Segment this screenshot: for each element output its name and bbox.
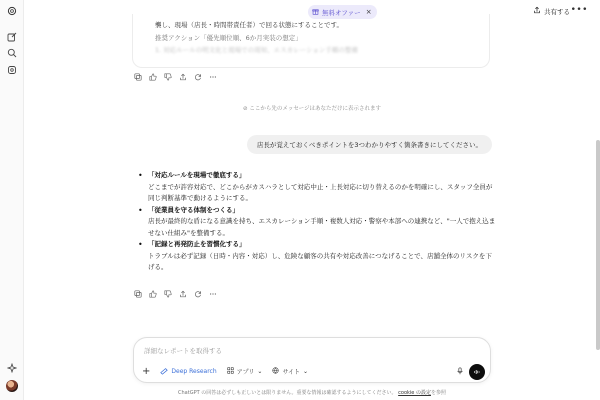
prev-line-3: 1. 対応ルールの明文化と現場での周知、エスカレーション手順の整備 [155, 46, 358, 54]
thumbs-down-icon[interactable] [163, 289, 172, 298]
user-message: 店長が覚えておくべきポイントを3つわかりやすく箇条書きにしてください。 [247, 135, 492, 154]
private-notice [0, 104, 600, 112]
private-notice-text: ここから先のメッセージはあなただけに表示されます [249, 106, 382, 112]
library-icon[interactable] [6, 64, 18, 76]
list-item [136, 205, 496, 240]
apps-label: アプリ [236, 369, 255, 376]
voice-mode-button[interactable] [469, 364, 485, 380]
message-actions-bottom [133, 289, 217, 298]
list-item-heading: • 「従業員を守る体制をつくる」 [148, 205, 239, 214]
apps-grid-icon [227, 367, 234, 376]
site-button[interactable] [272, 367, 308, 376]
microphone-icon[interactable] [456, 367, 464, 377]
regenerate-icon[interactable] [193, 289, 202, 298]
cookie-settings-link[interactable]: cookie の設定 [398, 390, 431, 396]
sparkle-icon[interactable] [6, 362, 18, 374]
telescope-icon [160, 367, 168, 377]
list-item [136, 170, 496, 205]
prompt-input[interactable]: 詳細なレポートを取得する [144, 347, 222, 355]
site-label: サイト [282, 369, 301, 376]
avatar[interactable] [6, 380, 18, 392]
thumbs-down-icon[interactable] [163, 72, 172, 81]
copy-icon[interactable] [133, 289, 142, 298]
assistant-answer [136, 170, 496, 274]
share-label: 共有する [544, 7, 570, 16]
disclaimer-text: ChatGPT の回答は必ずしも正しいとは限りません。重要な情報は確認するようにしてください。 [178, 390, 397, 396]
more-options-icon[interactable]: ••• [570, 5, 588, 15]
deep-research-button[interactable] [160, 367, 216, 377]
openai-logo-icon[interactable] [6, 5, 18, 17]
copy-icon[interactable] [133, 72, 142, 81]
disclaimer-suffix: を参照 [430, 390, 446, 396]
list-item-heading: • 「記録と再発防止を習慣化する」 [148, 240, 246, 248]
regenerate-icon[interactable] [193, 72, 202, 81]
search-icon[interactable] [6, 47, 18, 59]
composer-tools [142, 366, 308, 377]
share-message-icon[interactable] [178, 72, 187, 81]
prev-line-1: 襲し、現場（店長・時間帯責任者）で回る状態にすることです。 [155, 21, 343, 29]
list-item [136, 239, 496, 274]
more-actions-icon[interactable] [208, 289, 217, 298]
sidebar [0, 0, 24, 400]
prev-line-2: 推奨アクション「優先順位順、6か月実装の想定」 [155, 34, 302, 42]
list-item-body: トラブルは必ず記録（日時・内容・対応）し、危険な顧客の共有や対応改善につなげることで、店舗全体のリスクを下げる。 [148, 251, 492, 271]
share-message-icon[interactable] [178, 289, 187, 298]
previous-response-card [132, 14, 490, 68]
share-icon [533, 6, 541, 16]
more-actions-icon[interactable] [208, 72, 217, 81]
chevron-down-icon: ⌄ [257, 368, 263, 375]
new-chat-icon[interactable] [6, 31, 18, 43]
share-button[interactable] [533, 6, 570, 16]
thumbs-up-icon[interactable] [148, 72, 157, 81]
list-item-body: 店長が最終的な盾になる意識を持ち、エスカレーション手順・複数人対応・警察や本部への連携など、"一人で抱え込ませない仕組み"を整備する。 [148, 217, 496, 237]
thumbs-up-icon[interactable] [148, 289, 157, 298]
globe-icon [272, 367, 279, 376]
footer-disclaimer [24, 389, 600, 396]
list-item-heading: • 「対応ルールを現場で徹底する」 [148, 171, 246, 179]
scrollbar[interactable] [596, 140, 600, 350]
badge-label: 無料オファー [322, 8, 361, 17]
add-button[interactable]: + [142, 366, 151, 377]
chevron-down-icon: ⌄ [303, 368, 309, 375]
apps-button[interactable] [227, 367, 263, 376]
list-item-body: どこまでが許容対応で、どこからがカスハラとして対応中止・上長対応に切り替えるのかを明確にし、スタッフ全員が同じ判断基準で動けるようにする。 [148, 182, 493, 202]
deep-research-label: Deep Research [171, 368, 217, 375]
close-icon[interactable]: × [365, 8, 372, 16]
message-actions-top [133, 72, 217, 81]
lock-icon: ⊘ [242, 106, 250, 112]
composer [133, 337, 491, 383]
